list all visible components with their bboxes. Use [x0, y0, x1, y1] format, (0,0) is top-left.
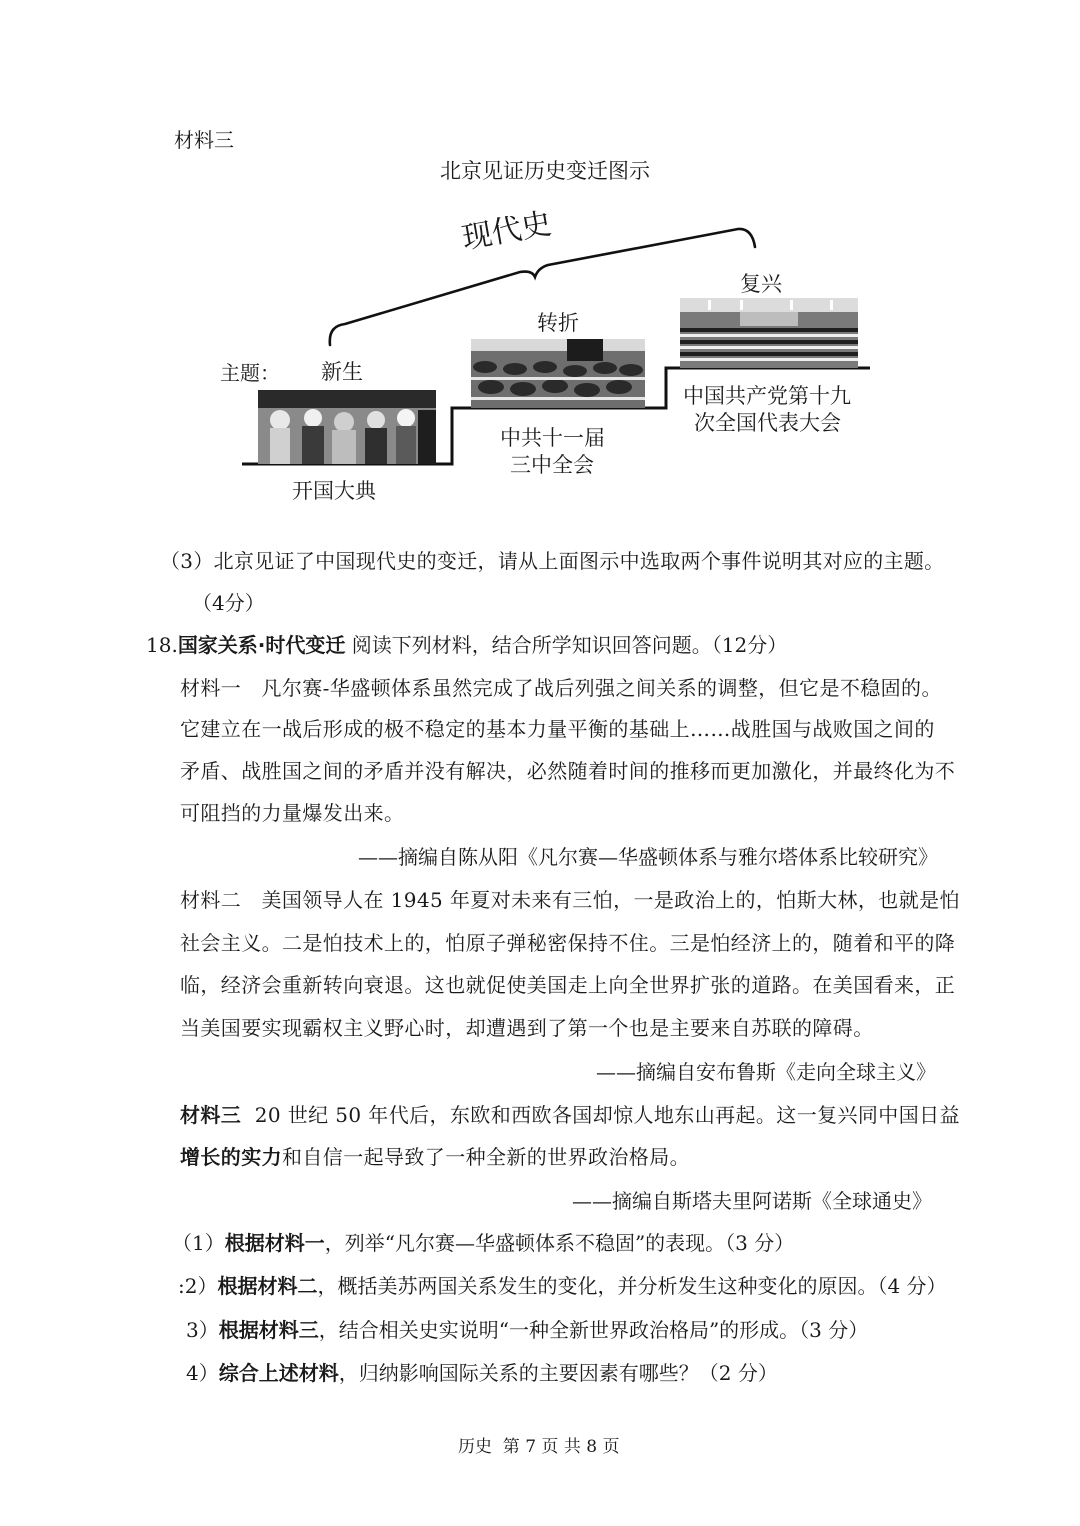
q18-sub-1-prefix: （1）: [172, 1231, 225, 1255]
q18-sub-3-prefix: 3）: [186, 1318, 219, 1342]
m1-line-1-text: 凡尔赛-华盛顿体系虽然完成了战后列强之间关系的调整，但它是不稳固的。: [261, 676, 942, 700]
q18-sub-2-text: ，概括美苏两国关系发生的变化，并分析发生这种变化的原因。（4 分）: [317, 1274, 947, 1298]
bracket-label: 现代史: [459, 206, 555, 257]
q18-sub-3-text: ，结合相关史实说明“一种全新世界政治格局”的形成。（3 分）: [318, 1318, 869, 1342]
m2-line-1-text: 美国领导人在 1945 年夏对未来有三怕，一是政治上的，怕斯大林，也就是怕: [261, 888, 960, 912]
q18-sub-4-prefix: 4）: [186, 1361, 219, 1385]
q18-sub-2: [178, 1270, 947, 1299]
third-plenary-photo: [471, 339, 645, 408]
q18-sub-2-prefix: :2）: [178, 1274, 218, 1298]
q18-sub-3: [186, 1314, 868, 1343]
m2-label: 材料二: [180, 888, 242, 912]
material3-header: 材料三: [174, 128, 234, 152]
m1-label: 材料一: [180, 676, 242, 700]
theme-turning-point: 转折: [537, 311, 579, 335]
m2-source: ——摘编自安布鲁斯《走向全球主义》: [596, 1060, 936, 1084]
m1-source: ——摘编自陈从阳《凡尔赛—华盛顿体系与雅尔塔体系比较研究》: [358, 845, 938, 869]
q18-sub-1-bold: 根据材料一: [224, 1231, 325, 1255]
q18-number: 18.: [146, 633, 178, 657]
q18-sub-3-bold: 根据材料三: [218, 1318, 319, 1342]
m2-line-1: [180, 884, 960, 913]
q18-intro: 阅读下列材料，结合所学知识回答问题。（12分）: [351, 633, 788, 657]
event-19th-congress-line2: 次全国代表大会: [694, 411, 841, 435]
nineteenth-congress-photo: [680, 298, 858, 368]
theme-rebirth: 新生: [321, 360, 363, 384]
m3-label: 材料三: [180, 1103, 242, 1127]
event-third-plenary-line2: 三中全会: [510, 453, 594, 477]
m1-line-4: 可阻挡的力量爆发出来。: [180, 801, 405, 825]
event-founding-ceremony: 开国大典: [292, 479, 376, 503]
theme-rejuvenation: 复兴: [740, 272, 782, 296]
m2-line-3: 临，经济会重新转向衰退。这也就促使美国走上向全世界扩张的道路。在美国看来，正: [180, 973, 956, 997]
m3-line-2: [180, 1141, 690, 1170]
m2-line-4: 当美国要实现霸权主义野心时，却遭遇到了第一个也是主要来自苏联的障碍。: [180, 1016, 874, 1040]
m3-line-1: [180, 1099, 960, 1128]
q18-topic: 国家关系·时代变迁: [177, 633, 346, 657]
m3-line-2-text: 和自信一起导致了一种全新的世界政治格局。: [282, 1145, 690, 1169]
q18-sub-4: [186, 1357, 778, 1386]
q18-sub-4-bold: 综合上述材料: [218, 1361, 339, 1385]
event-third-plenary-line1: 中共十一届: [500, 426, 605, 450]
m1-line-1: [180, 672, 942, 701]
page-footer: 历史 第 7 页 共 8 页: [458, 1437, 620, 1457]
theme-prefix: 主题：: [220, 361, 280, 385]
q18-sub-1-text: ，列举“凡尔赛—华盛顿体系不稳固”的表现。（3 分）: [324, 1231, 795, 1255]
q18-sub-1: [172, 1227, 794, 1256]
m3-bold-phrase: 增长的实力: [180, 1145, 282, 1169]
m1-line-2: 它建立在一战后形成的极不稳定的基本力量平衡的基础上……战胜国与战败国之间的: [180, 717, 935, 741]
m3-line-1-text: 20 世纪 50 年代后，东欧和西欧各国却惊人地东山再起。这一复兴同中国日益: [254, 1103, 960, 1127]
q18-heading: [146, 629, 787, 658]
m2-line-2: 社会主义。二是怕技术上的，怕原子弹秘密保持不住。三是怕经济上的，随着和平的降: [180, 931, 956, 955]
m3-source: ——摘编自斯塔夫里阿诺斯《全球通史》: [572, 1189, 932, 1213]
q17-3-text: （3）北京见证了中国现代史的变迁，请从上面图示中选取两个事件说明其对应的主题。: [160, 549, 945, 573]
event-19th-congress-line1: 中国共产党第十九: [683, 384, 851, 408]
q17-3-score: （4分）: [192, 591, 265, 615]
diagram-title: 北京见证历史变迁图示: [440, 159, 650, 183]
q18-sub-2-bold: 根据材料二: [217, 1274, 318, 1298]
m1-line-3: 矛盾、战胜国之间的矛盾并没有解决，必然随着时间的推移而更加激化，并最终化为不: [180, 759, 956, 783]
founding-ceremony-photo: [258, 390, 436, 464]
q18-sub-4-text: ，归纳影响国际关系的主要因素有哪些？（2 分）: [338, 1361, 778, 1385]
